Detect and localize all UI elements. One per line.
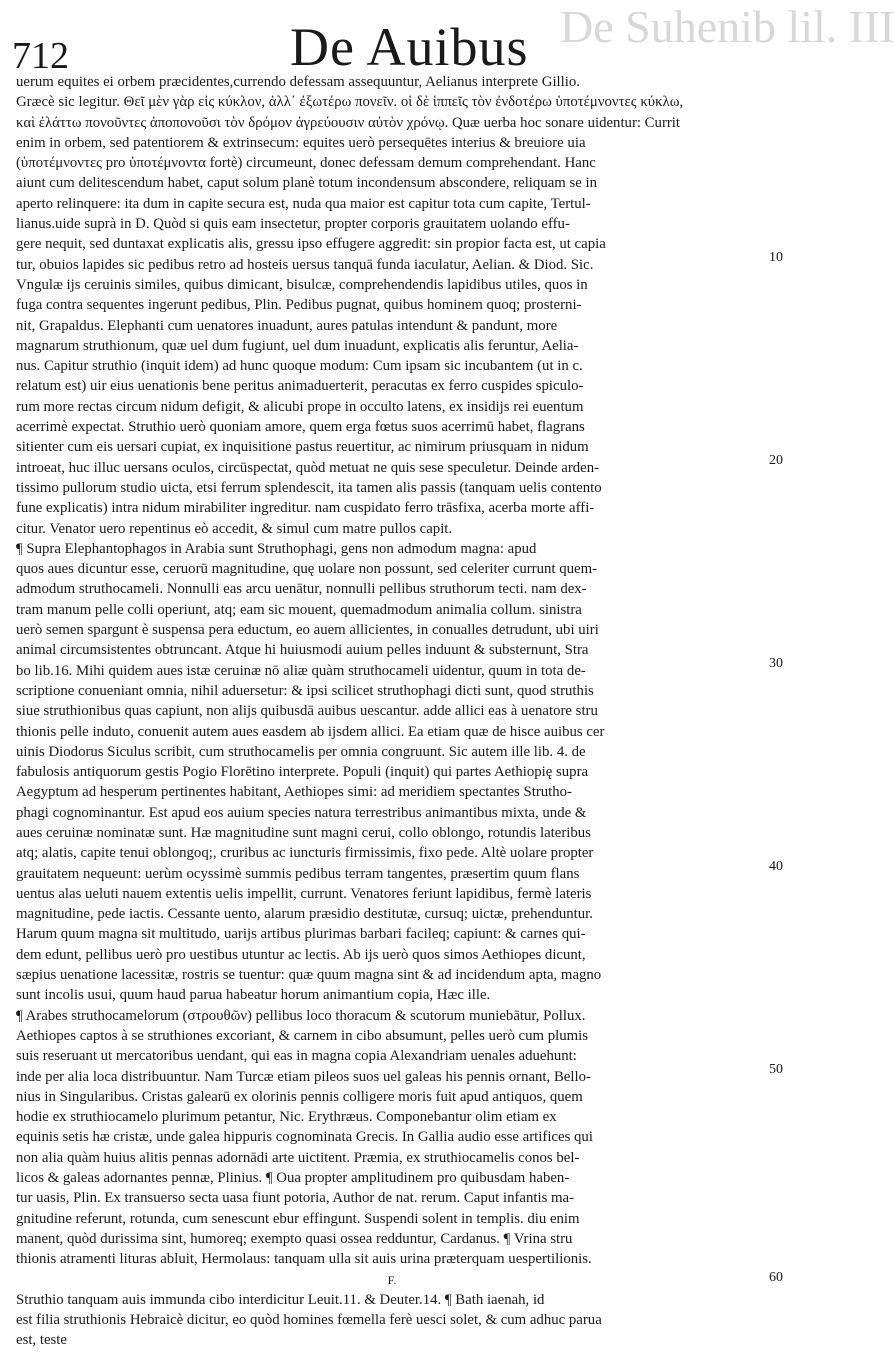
text-line: tissimo pullorum studio uicta, etsi ferrum splendescit, ita tamen alis passis (tanquam uelis contento [16, 479, 602, 496]
text-line: citur. Venator uero repentinus eò accedit, & simul cum matre pullos capit. [16, 520, 453, 537]
text-line: Græcè sic legitur. Θεῖ μὲν γὰρ εἰς κύκλον, ἀλλ᾽ ἐξωτέρω πονεῖν. οἱ δὲ ἱππεῖς τὸν ἐνδοτέρω ὑποτέμνοντες κύκλω, [16, 94, 684, 111]
margin-line-number-20: 20 [769, 453, 783, 468]
text-line: non alia quàm huius alitis pennas adornādi arte uictitent. Præmia, ex struthiocamelis conos bel- [16, 1149, 580, 1166]
text-line: thionis atramenti lituras abluit, Hermolaus: tanquam ulla sit auis urina præterquam uespertilionis. [16, 1251, 592, 1268]
closing-text-line: est, teste [16, 1332, 67, 1349]
text-line: manent, quòd durissima sint, humoreq; exempto quasi ossea redduntur, Cardanus. ¶ Vrina stru [16, 1230, 573, 1247]
text-line: sæpius uenatione lacessitæ, rostris se tuentur: quæ quum magna sint & ad incidendum apta, magno [16, 967, 602, 984]
text-line: sitienter cum eis uersari cupiat, ex inquisitione pastus reuertitur, ac nimirum priusquam in nidum [16, 439, 589, 456]
closing-text-line: est filia struthionis Hebraicè dicitur, eo quòd homines fœmella ferè uesci solet, & cum adhuc parua [16, 1311, 602, 1328]
text-line: καὶ ἐλάττω πονοῦντες ἀποπονοῦσι τὸν δρόμον ἀγρεύουσιν αὐτὸν χρόνῳ. Quæ uerba hoc sonare uidentur: Currit [16, 114, 681, 131]
text-line: thionis pelle induto, conuenit autem aues easdem ab ijsdem allici. Ea etiam quæ de hisce auibus cer [16, 723, 605, 740]
text-line: gnitudine referunt, rotunda, cum senescunt ebur effingunt. Suspendi solent in templis. diu enim [16, 1210, 580, 1227]
text-line: acerrimè expectat. Struthio uerò quoniam amore, quem erga fœtus suos acerrimū habet, flagrans [16, 419, 585, 436]
text-line: siue struthionibus quas capiunt, non alijs quibusdā auibus uescantur. adde allici eas à uenatore stru [16, 703, 598, 720]
running-head: De Auibus [290, 17, 529, 77]
text-line: fune explicatis) intra nidum mirabiliter ingreditur. nam cuspidato ferro trāsfixa, acerba morte affi- [16, 500, 595, 517]
text-line: uerum equites ei orbem præcidentes,currendo defessam assequuntur, Aelianus interprete Gillio. [16, 74, 580, 90]
text-line: Aethiopes captos à se struthiones excoriant, & carnem in cibo absumunt, pelles uerò cum plumis [16, 1027, 589, 1044]
closing-text-line: Struthio tanquam auis immunda cibo interdicitur Leuit.11. & Deuter.14. ¶ Bath iaenah, id [16, 1291, 545, 1308]
text-line: nius in Singularibus. Cristas galearū ex olorinis pennis colligere moris fuit apud antiquos, quem [16, 1088, 583, 1105]
text-line: Aegyptum ad hesperum pertinentes habitant, Aethiopes simi: ad meridiem spectantes Strutho- [16, 784, 572, 801]
margin-line-number-40: 40 [769, 859, 783, 874]
text-line: magnarum struthionum, quæ uel dum fugiunt, uel dum inuadunt, explicatis alis feruntur, Aelia- [16, 337, 579, 354]
text-line: bo lib.16. Mihi quidem aues istæ ceruinæ nō aliæ quàm struthocameli uidentur, quum in tota de- [16, 662, 586, 679]
text-line: uinis Diodorus Siculus scribit, cum struthocamelis per omnia congruunt. Sic autem ille lib. 4. de [16, 743, 586, 760]
text-line: nit, Grapaldus. Elephanti cum uenatores inuadunt, aures patulas intendunt & pandunt, more [16, 317, 558, 334]
signature-mark: F. [387, 1272, 397, 1287]
text-lines [16, 72, 768, 1270]
text-line: atq; alatis, capite tenui oblongoq;, cruribus ac iuncturis firmissimis, fixo pede. Altè uolare propter [16, 845, 594, 862]
text-line: Harum quum magna sit multitudo, uarijs artibus plurimas barbari facileq; capiunt: & carnes qui- [16, 926, 586, 943]
margin-line-number-60: 60 [769, 1270, 783, 1285]
text-line: aiunt cum delitescendum habet, caput solum planè totum incondensum abscondere, reliquam se in [16, 175, 598, 192]
text-line: introeat, huc illuc uersans oculos, circūspectat, quòd metuat ne quis sese speculetur. Deinde arden- [16, 459, 600, 476]
margin-line-number-50: 50 [769, 1062, 783, 1077]
text-line: tram manum pelle colli operiunt, atq; eam sic mouent, quemadmodum animalia collum. sinistra [16, 601, 582, 618]
text-line: relatum est) uir eius uenationis bene peritus animaduerterit, peracutas ex ferro cuspides spiculo- [16, 378, 584, 395]
bleed-through-text: De Suhenib lil. III [560, 1, 895, 52]
text-line: phagi cognominantur. Est apud eos auium species natura terrestribus animantibus mixta, unde & [16, 804, 587, 821]
text-line: fuga contra sequentes ingerunt pedibus, Plin. Pedibus pugnat, quibus hominem quoq; prosterni- [16, 297, 582, 314]
text-line: Vngulæ ijs ceruinis similes, quibus dimicant, bisulcæ, comprehendendis lapidibus utiles, quos in [16, 276, 588, 293]
text-line: gere nequit, sed duntaxat explicatis alis, gressu ipso effugere aggredit: sin propior facta est, ut capia [16, 236, 606, 253]
text-line: (ὑποτέμνοντες pro ὑποτέμνοντα fortè) circumeunt, donec defessam demum comprehendant. Hanc [16, 155, 596, 172]
text-line: rum more rectas circum nidum defigit, & alicubi prope in occulto latens, ex insidijs rei euentum [16, 398, 584, 415]
text-line: inde per alia loca distribuuntur. Nam Turcæ etiam pileos suos uel galeas his pennis ornant, Bello- [16, 1068, 591, 1085]
text-line: admodum struthocameli. Nonnulli eas arcu uenātur, nonnulli pellibus struthorum tecti. nam dex- [16, 581, 587, 598]
body-text [16, 72, 768, 1350]
text-line: enim in orbem, sed patentiorem & extrinsecum: equites uerò persequētes interius & breuiore uia [16, 134, 586, 151]
text-line: ¶ Supra Elephantophagos in Arabia sunt Struthophagi, gens non admodum magna: apud [16, 540, 537, 557]
text-line: suis reseruant ut mercatoribus uendant, qui eas in magna copia Alexandriam uenales aduehunt: [16, 1048, 577, 1065]
text-line: quos aues dicuntur esse, ceruorū magnitudine, quę uolare non possunt, sed celeriter currunt quem- [16, 561, 598, 578]
text-line: aperto relinquere: ita dum in capite secura est, nuda qua maior est capitur tota cum capite, Tertul- [16, 195, 591, 212]
text-line: equinis setis hæ cristæ, unde galea hippuris cognominata Grecis. In Gallia audio esse artifices qui [16, 1129, 593, 1146]
text-line: grauitatem nequeunt: uerùm ocyssimè summis pedibus terram tangentes, præsertim quum flans [16, 865, 580, 882]
text-line: nus. Capitur struthio (inquit idem) ad hunc quoque modum: Cum ipsam sic incubantem (ut in c. [16, 358, 583, 375]
text-line: aues ceruinæ nominatæ sunt. Hæ magnitudine sunt magni cerui, collo oblongo, rotundis lateribus [16, 824, 591, 841]
text-line: fabulosis antiquorum gestis Pogio Florētino interprete. Populi (inquit) qui partes Aethiopię supra [16, 764, 589, 781]
text-line: licos & galeas adornantes pennæ, Plinius. ¶ Oua propter amplitudinem pro quibusdam haben- [16, 1170, 570, 1187]
text-line: tur, obuios lapides sic pedibus retro ad hosteis uersus tanquā funda iaculatur, Aelian. & Diod. Sic. [16, 256, 594, 273]
page-number: 712 [12, 35, 69, 77]
text-line: uerò semen spargunt è suspensa pera eductum, eo auem allicientes, in conualles detrudunt, ubi uiri [16, 622, 599, 639]
text-line: tur uasis, Plin. Ex transuerso secta uasa fiunt potoria, Author de nat. rerum. Caput infantis ma- [16, 1190, 575, 1207]
text-line: ¶ Arabes struthocamelorum (στρουθῶν) pellibus loco thoracum & scutorum muniebātur, Pollux. [16, 1007, 586, 1024]
closing-lines [16, 1290, 768, 1351]
text-line: lianus.uide suprà in D. Quòd si quis eam insectetur, propter corporis grauitatem uolando effu- [16, 216, 570, 233]
text-line: hodie ex struthiocamelo plurimum petantur, Nic. Erythræus. Componebantur olim etiam ex [16, 1109, 557, 1126]
margin-line-number-30: 30 [769, 656, 783, 671]
text-line: scriptione conueniant omnia, nihil aduersetur: & ipsi scilicet struthophagi dicti sunt, quod struthis [16, 682, 594, 699]
text-line: uentus alas ueluti nauem extentis uelis impellit, currunt. Venatores feriunt lapidibus, fermè lateris [16, 885, 592, 902]
margin-line-number-10: 10 [769, 250, 783, 265]
text-line: sunt incolis usui, quum haud parua habeatur horum animantium copia, Hæc ille. [16, 987, 491, 1004]
text-line: dem edunt, pellibus uerò pro uestibus utuntur ac lectis. Ab ijs uerò quos simos Aethiopes dicunt, [16, 946, 586, 963]
text-line: animal circumsistentes obtruncant. Atque hi huiusmodi auium pelles induunt & substernunt, Stra [16, 642, 589, 659]
text-line: magnitudine, pede iactis. Cessante uento, alarum præsidio destitutæ, cursuq; uictæ, prehenduntur. [16, 906, 593, 923]
